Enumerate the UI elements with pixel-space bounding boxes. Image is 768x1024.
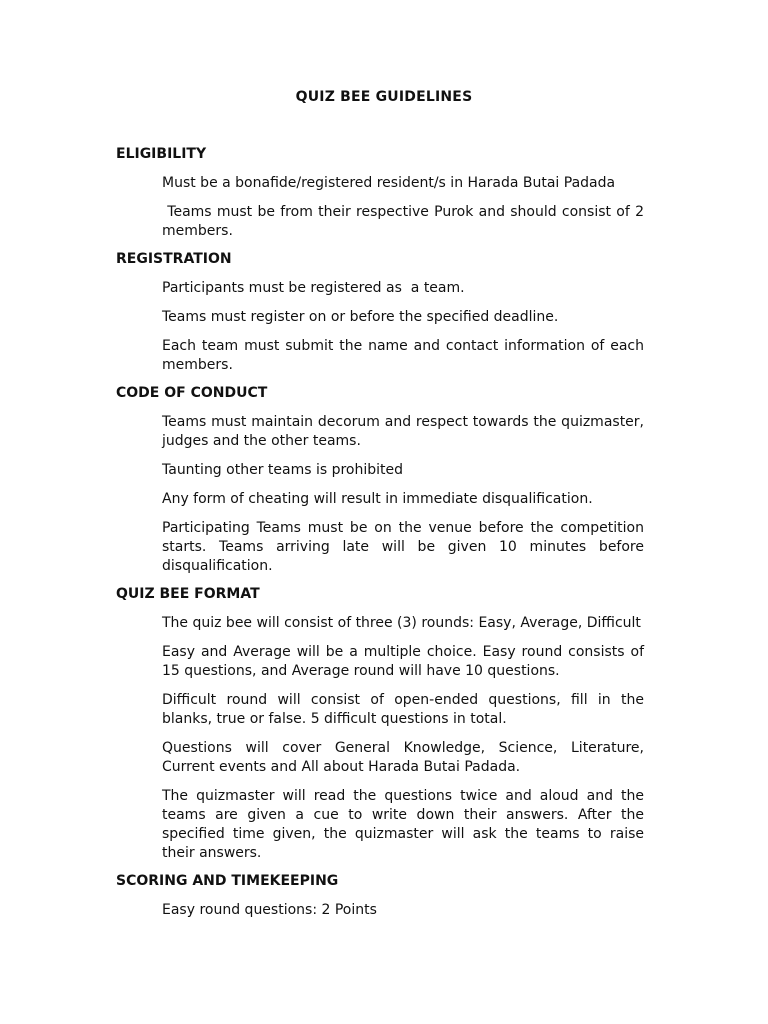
paragraph: The quiz bee will consist of three (3) rounds: Easy, Average, Difficult <box>162 615 641 631</box>
paragraph: Any form of cheating will result in immediate disqualification. <box>162 491 593 507</box>
paragraph: Teams must maintain decorum and respect towards the quizmaster, judges and the other teams. <box>162 414 644 449</box>
paragraph: Teams must register on or before the specified deadline. <box>162 309 559 325</box>
paragraph: Participating Teams must be on the venue before the competition starts. Teams arriving late will be given 10 minutes before disqualification. <box>162 520 644 574</box>
section-heading-code-of-conduct: CODE OF CONDUCT <box>116 385 268 401</box>
paragraph: Difficult round will consist of open-ended questions, fill in the blanks, true or false. 5 difficult questions in total. <box>162 692 644 727</box>
section-heading-registration: REGISTRATION <box>116 251 232 267</box>
document-title: QUIZ BEE GUIDELINES <box>295 89 473 105</box>
paragraph: Questions will cover General Knowledge, Science, Literature, Current events and All about Harada Butai Padada. <box>162 740 644 775</box>
document-body <box>116 145 649 920</box>
section-heading-scoring-and-timekeeping: SCORING AND TIMEKEEPING <box>116 873 339 889</box>
section-heading-eligibility: ELIGIBILITY <box>116 146 207 162</box>
section-heading-quiz-bee-format: QUIZ BEE FORMAT <box>116 586 260 602</box>
paragraph: Must be a bonafide/registered resident/s in Harada Butai Padada <box>162 175 616 191</box>
paragraph: The quizmaster will read the questions twice and aloud and the teams are given a cue to write down their answers. After the specified time given, the quizmaster will ask the teams to raise their answers. <box>162 788 644 861</box>
paragraph: Participants must be registered as a team. <box>162 280 465 296</box>
paragraph: Easy round questions: 2 Points <box>162 902 377 918</box>
paragraph: Teams must be from their respective Purok and should consist of 2 members. <box>162 204 649 239</box>
paragraph: Each team must submit the name and contact information of each members. <box>162 338 644 373</box>
paragraph: Easy and Average will be a multiple choice. Easy round consists of 15 questions, and Average round will have 10 questions. <box>162 644 644 679</box>
paragraph: Taunting other teams is prohibited <box>162 462 404 478</box>
